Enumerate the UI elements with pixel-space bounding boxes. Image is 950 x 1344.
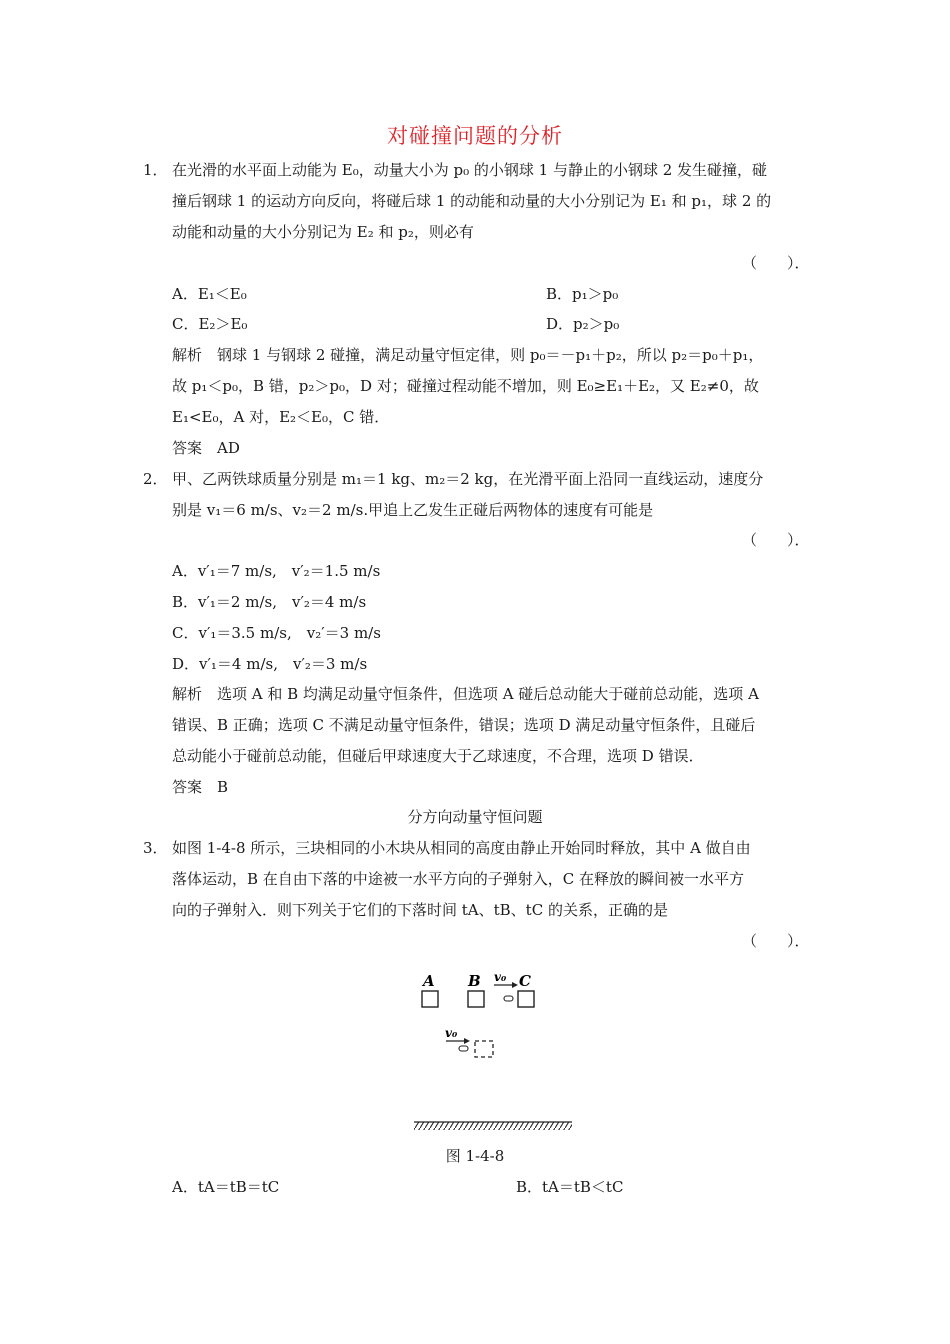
question-2-option-d: D．v′₁＝4 m/s, v′₂＝3 m/s [172, 655, 368, 673]
question-1-option-c: C．E₂＞E₀ [172, 315, 248, 333]
question-1-option-a: A．E₁＜E₀ [172, 285, 247, 303]
question-3-line-3: 向的子弹射入．则下列关于它们的下落时间 tA、tB、tC 的关系，正确的是 [172, 901, 668, 919]
question-2-option-a: A．v′₁＝7 m/s, v′₂＝1.5 m/s [172, 562, 381, 580]
question-1-line-3: 动能和动量的大小分别记为 E₂ 和 p₂，则必有 [172, 223, 474, 241]
velocity-arrowhead-mid [464, 1038, 470, 1044]
label-b: B [468, 972, 481, 990]
question-2-analysis-line-2: 错误、B 正确；选项 C 不满足动量守恒条件，错误；选项 D 满足动量守恒条件，且碰后 [172, 716, 756, 734]
question-1-line-1: 在光滑的水平面上动能为 E₀，动量大小为 p₀ 的小钢球 1 与静止的小钢球 2 发生碰撞，碰 [172, 161, 768, 179]
v0-label-mid: v₀ [445, 1026, 458, 1040]
question-3-number: 3． [143, 839, 168, 857]
question-3-option-a: A．tA＝tB＝tC [172, 1178, 280, 1196]
block-a [422, 991, 438, 1007]
figure-1-4-8 [400, 960, 590, 1136]
question-1-analysis-line-1: 解析 钢球 1 与钢球 2 碰撞，满足动量守恒定律，则 p₀＝－p₁＋p₂，所以 p₂＝p₀＋p₁， [172, 346, 764, 364]
question-1-analysis-line-2: 故 p₁＜p₀，B 错，p₂＞p₀，D 对；碰撞过程动能不增加，则 E₀≥E₁＋E₂，又 E₂≠0，故 [172, 377, 759, 395]
question-1-answer-blank: （ ）． [742, 254, 810, 272]
question-2-answer: 答案 B [172, 778, 229, 796]
question-3-option-b: B．tA＝tB＜tC [516, 1178, 624, 1196]
question-1-line-2: 撞后钢球 1 的运动方向反向，将碰后球 1 的动能和动量的大小分别记为 E₁ 和 p₁，球 2 的 [172, 192, 772, 210]
figure-caption: 图 1-4-8 [445, 1147, 505, 1165]
label-a: A [423, 972, 435, 990]
question-2-option-c: C．v′₁＝3.5 m/s, v₂′＝3 m/s [172, 624, 381, 642]
v0-label-top: v₀ [494, 970, 507, 984]
section-heading: 分方向动量守恒问题 [407, 808, 543, 826]
velocity-arrowhead-top [512, 982, 518, 988]
block-b-falling [475, 1041, 493, 1057]
bullet-c [504, 996, 513, 1001]
question-1-option-d: D．p₂＞p₀ [546, 315, 620, 333]
page-title: 对碰撞问题的分析 [387, 124, 563, 148]
question-2-analysis-line-3: 总动能小于碰前总动能，但碰后甲球速度大于乙球速度，不合理，选项 D 错误． [172, 747, 704, 765]
ground-hatching [414, 1122, 572, 1130]
question-1-option-b: B．p₁＞p₀ [546, 285, 619, 303]
question-2-analysis-line-1: 解析 选项 A 和 B 均满足动量守恒条件，但选项 A 碰后总动能大于碰前总动能，选项 A [172, 685, 759, 703]
question-2-line-2: 别是 v₁＝6 m/s、v₂＝2 m/s.甲追上乙发生正碰后两物体的速度有可能是 [172, 501, 654, 519]
question-3-line-1: 如图 1-4-8 所示，三块相同的小木块从相同的高度由静止开始同时释放，其中 A 做自由 [172, 839, 751, 857]
question-1-answer: 答案 AD [172, 439, 240, 457]
falling-blocks-diagram [400, 960, 590, 1136]
question-2-option-b: B．v′₁＝2 m/s, v′₂＝4 m/s [172, 593, 367, 611]
bullet-b [459, 1046, 468, 1051]
question-2-line-1: 甲、乙两铁球质量分别是 m₁＝1 kg、m₂＝2 kg，在光滑平面上沿同一直线运动，速度分 [172, 470, 764, 488]
question-1-analysis-line-3: E₁<E₀，A 对，E₂＜E₀，C 错． [172, 408, 390, 426]
question-2-number: 2． [143, 470, 168, 488]
question-2-answer-blank: （ ）． [742, 531, 810, 549]
question-1-number: 1． [143, 161, 168, 179]
question-3-line-2: 落体运动，B 在自由下落的中途被一水平方向的子弹射入，C 在释放的瞬间被一水平方 [172, 870, 745, 888]
block-c [518, 991, 534, 1007]
label-c: C [519, 972, 531, 990]
block-b [468, 991, 484, 1007]
question-3-answer-blank: （ ）． [742, 932, 810, 950]
